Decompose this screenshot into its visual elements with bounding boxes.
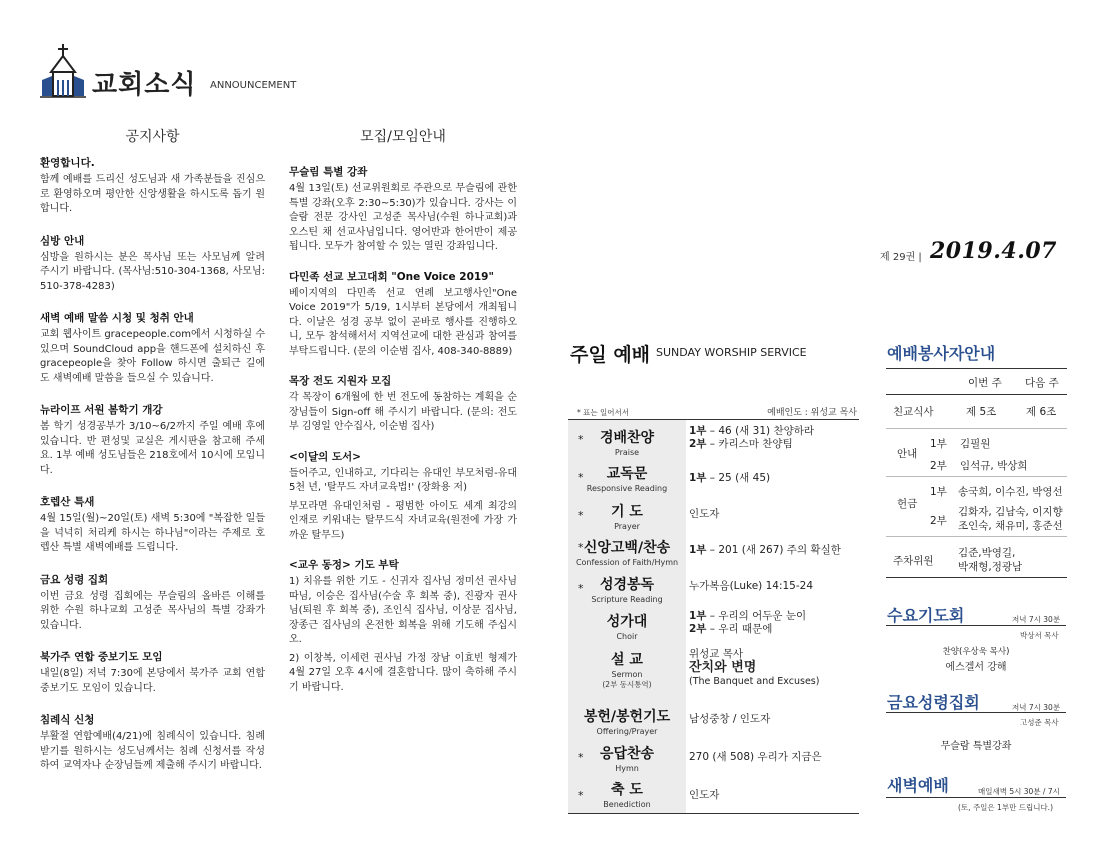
divider (886, 536, 1067, 537)
cell: 송국희, 이수진, 박영선 (958, 486, 1063, 498)
cell: 김화자, 김남숙, 이지향 (958, 506, 1063, 518)
notices-heading: 공지사항 (125, 129, 180, 145)
notice-item: 금요 성령 집회 이번 금요 성령 집회에는 무슬림의 올바른 이해를 위한 수원 하나교회 고성준 목사님의 특별 강좌가 있습니다. (40, 573, 265, 631)
dawn-time: 매일새벽 5시 30분 / 7시 (978, 787, 1060, 796)
cell: 1부 (930, 486, 947, 498)
order-row: * 경배찬양 Praise 1부 – 46 (새 31) 찬양하라 2부 – 카리스마 찬양팀 (578, 425, 815, 457)
cell: 박재형,정광남 (958, 561, 1023, 573)
row-label: 헌금 (897, 498, 918, 510)
divider (568, 813, 859, 814)
divider (886, 476, 1067, 477)
issue-volume: 제 29권 | (880, 252, 922, 263)
wednesday-line2: 에스겔서 강해 (945, 662, 1007, 673)
row-label: 안내 (897, 448, 918, 460)
divider (886, 368, 1067, 369)
cell: 조인숙, 채유미, 홍준선 (958, 520, 1063, 532)
notices-list (40, 155, 265, 790)
cell: 2부 (930, 515, 947, 527)
friday-speaker: 고성준 목사 (1020, 718, 1059, 727)
divider (886, 577, 1067, 578)
wednesday-time: 저녁 7시 30분 (1012, 615, 1061, 624)
order-row: * 기 도 Prayer 인도자 (578, 504, 720, 531)
issue-date: 2019.4.07 (930, 238, 1057, 264)
divider (886, 428, 1067, 429)
order-row: 설 교 Sermon (2부 동시통역) 위성교 목사 잔치와 변명 (The Banquet and Excuses) (602, 648, 820, 689)
divider (886, 394, 1067, 395)
cell: 임석규, 박상희 (960, 460, 1028, 472)
standing-note: * 표는 일어서서 (577, 408, 629, 417)
wednesday-line1: 찬양(우상욱 목사) (942, 647, 1010, 657)
row-label: 친교식사 (893, 406, 934, 418)
divider (886, 797, 1066, 798)
friday-time: 저녁 7시 30분 (1012, 703, 1061, 712)
friday-line1: 무슬람 특별강좌 (940, 741, 1012, 752)
gathering-item: <이달의 도서> 들어주고, 인내하고, 기다리는 유대인 부모처럼-유대 5천 년, '탈무드 자녀교육법!' (장화용 저) 부모라면 유대인처럼 - 평범한 아이도 세계 최강의 인재로 키워내는 탈무드식 자녀교육(원전에 가장 가까운 탈무드) (289, 450, 517, 541)
notice-item: 뉴라이프 서원 봄학기 개강 봄 학기 성경공부가 3/10~6/2까지 주일 예배 후에 있습니다. 반 편성및 교실은 게시판을 참고해 주세요. 1부 예배 성도님들은 218호에서 10시에 모입니다. (40, 404, 265, 476)
order-row: * 성경봉독 Scripture Reading 누가복음(Luke) 14:15-24 (578, 577, 813, 604)
wednesday-title: 수요기도회 (887, 606, 965, 625)
dawn-note: (토, 주일은 1부만 드립니다.) (958, 803, 1053, 812)
page-subtitle: ANNOUNCEMENT (210, 80, 297, 91)
order-row: 성가대 Choir 1부 – 우리의 어두운 눈이 2부 – 우리 때문에 (606, 610, 807, 641)
notice-item: 환영합니다. 함께 예배를 드리신 성도님과 새 가족분들을 진심으로 환영하오며 평안한 신앙생활을 하시도록 돕기 원합니다. (40, 157, 265, 214)
church-icon (40, 42, 86, 98)
divider (886, 712, 1066, 713)
order-row: * 신앙고백/찬송 Confession of Faith/Hymn 1부 – 201 (새 267) 주의 확실한 (575, 540, 841, 567)
dawn-title: 새벽예배 (887, 776, 949, 795)
order-row: * 축 도 Benediction 인도자 (578, 782, 720, 809)
worship-title-en: SUNDAY WORSHIP SERVICE (656, 346, 807, 359)
notice-item: 호렙산 특새 4월 15일(월)~20일(토) 새벽 5:30에 "복잡한 일들을 넉넉히 처리케 하시는 하나님"이라는 주제로 호렙산 특별 새벽예배를 드립니다. (40, 496, 265, 553)
col-next-week: 다음 주 (1025, 377, 1059, 389)
cell: 2부 (930, 460, 947, 472)
notice-item: 침례식 신청 부활절 연합예배(4/21)에 침례식이 있습니다. 침례 받기를 원하시는 성도님께서는 침례 신청서를 작성하여 교역자나 순장님들께 제출해 주시기 바랍니다. (40, 714, 265, 771)
worship-title: 주일 예배 (570, 344, 651, 366)
volunteers-title: 예배봉사자안내 (887, 344, 996, 363)
cell: 김준,박영길, (958, 547, 1016, 559)
order-row: * 응답찬송 Hymn 270 (새 508) 우리가 지금은 (578, 746, 822, 773)
wednesday-speaker: 박상서 목사 (1020, 631, 1059, 640)
cell: 제 6조 (1026, 406, 1057, 418)
cell: 1부 (930, 438, 947, 450)
cell: 김필원 (960, 438, 991, 450)
page-title: 교회소식 (92, 70, 197, 100)
gathering-item: 무슬림 특별 강좌 4월 13일(토) 선교위원회로 주관으로 무슬림에 관한 특별 강좌(오후 2:30~5:30)가 있습니다. 강사는 이슬람 전문 강사인 고성준 목사님(수원 하나교회)과 오스틴 채 선교사님입니다. 영어반과 한어반이 제공됩니다. 모두가 참여할 수 있는 열린 강좌입니다. (289, 166, 517, 252)
worship-leader: 예배인도 : 위성교 목사 (767, 408, 857, 418)
order-row: * 교독문 Responsive Reading 1부 – 25 (새 45) (578, 466, 771, 493)
col-this-week: 이번 주 (968, 377, 1002, 389)
gathering-item: 다민족 선교 보고대회 "One Voice 2019" 베이지역의 다민족 선교 연례 보고행사인"One Voice 2019"가 5/19, 1시부터 본당에서 개최됩니다. 이날은 성경 공부 없이 곧바로 행사를 진행하오니, 모두 참석해서서 지역선교에 대한 관심과 참여를 부탁드립니다. (문의 이순범 집사, 408-340-8889) (289, 270, 517, 357)
order-row: 봉헌/봉헌기도 Offering/Prayer 남성중창 / 인도자 (583, 709, 771, 736)
gatherings-heading: 모집/모임안내 (360, 129, 446, 145)
row-label: 주차위원 (893, 555, 934, 567)
gathering-item: 목장 전도 지원자 모집 각 목장이 6개월에 한 번 전도에 동참하는 계획을 순장님들이 Sign-off 해 주시기 바랍니다. (문의: 전도부 김영일 안수집사, 이순범 집사) (289, 375, 517, 432)
divider (886, 625, 1066, 626)
friday-title: 금요성령집회 (887, 693, 980, 712)
notice-item: 북가주 연합 중보기도 모임 내일(8일) 저녁 7:30에 본당에서 북가주 교회 연합 중보기도 모임이 있습니다. (40, 651, 265, 694)
gatherings-list (289, 164, 517, 709)
gathering-item: <교우 동정> 기도 부탁 1) 치유를 위한 기도 - 신귀자 집사님 정미선 권사님 따님, 이승은 집사님(수술 후 회복 중), 진광자 권사님(퇴원 후 회복 중), 조인식 집사님, 이상문 집사님, 장종근 집사님의 온전한 회복을 위해 기도해 주십시오. 2) 이창복, 이세련 권사님 가정 장남 이효빈 형제가 4월 27일 오후 4시에 결혼합니다. 많이 축하해 주시기 바랍니다. (289, 559, 517, 693)
notice-item: 새벽 예배 말씀 시청 및 청취 안내 교회 웹사이트 gracepeople.com에서 시청하실 수 있으며 SoundCloud app을 핸드폰에 설치하신 후 gracepeople을 찾아 Follow 하시면 출퇴근 길에도 새벽예배 말씀을 들으실 수 있습니다. (40, 312, 265, 384)
notice-item: 심방 안내 심방을 원하시는 분은 목사님 또는 사모님께 알려 주시기 바랍니다. (목사님:510-304-1368, 사모님: 510-378-4283) (40, 234, 265, 292)
cell: 제 5조 (966, 406, 997, 418)
